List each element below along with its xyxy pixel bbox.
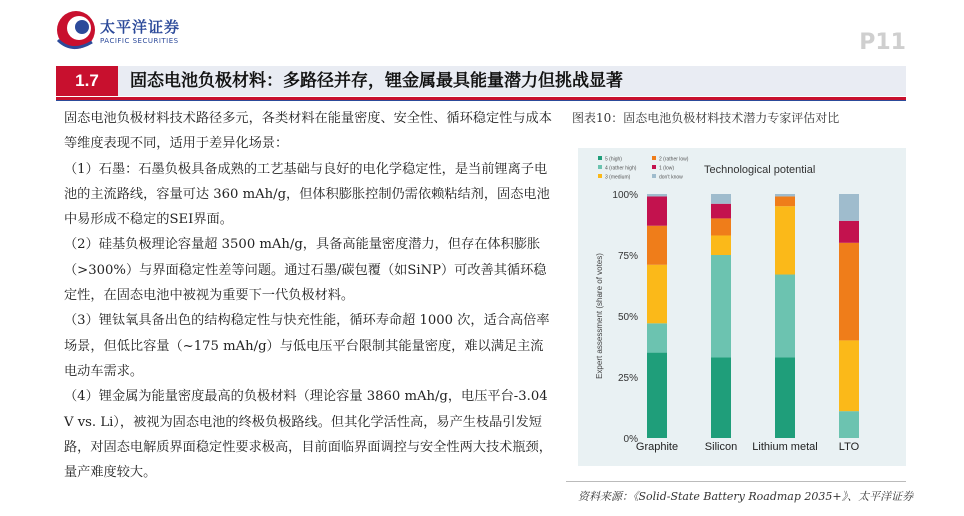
bar-segment	[647, 265, 667, 324]
bar-segment	[647, 353, 667, 438]
bar-segment	[647, 323, 667, 352]
y-tick-label: 75%	[617, 251, 638, 262]
legend-label: 3 (medium)	[605, 174, 631, 181]
section-number: 1.7	[56, 66, 118, 96]
bar-segment	[775, 206, 795, 274]
brand-name-en: PACIFIC SECURITIES	[100, 37, 179, 45]
paragraph-silicon: （2）硅基负极理论容量超 3500 mAh/g，具备高能量密度潜力，但存在体积膨胀（>300%）与界面稳定性差等问题。通过石墨/碳包覆（如SiNP）可改善其循环稳定性，在固态电池中被视为重要下一代负极材料。	[64, 237, 547, 304]
x-tick-label: Silicon	[704, 441, 738, 453]
bar-segment	[647, 196, 667, 225]
bar-segment	[839, 221, 859, 243]
section-title: 固态电池负极材料：多路径并存，锂金属最具能量潜力但挑战显著	[130, 71, 623, 91]
bar-segment	[711, 204, 731, 219]
legend-swatch	[652, 156, 656, 160]
legend-label: 4 (rather high)	[605, 165, 637, 172]
y-tick-label: 100%	[612, 190, 638, 201]
bar-segment	[839, 194, 859, 221]
paragraph-intro: 固态电池负极材料技术路径多元，各类材料在能量密度、安全性、循环稳定性与成本等维度表现不同，适用于差异化场景：	[64, 111, 552, 152]
bar-segment	[711, 255, 731, 357]
bar-segment	[711, 194, 731, 204]
y-axis-label: Expert assessment (share of votes)	[595, 253, 604, 379]
legend-label: don't know	[659, 174, 683, 181]
legend-label: 5 (high)	[605, 156, 622, 163]
x-tick-label: Lithium metal	[752, 441, 818, 453]
x-tick-label: LTO	[838, 441, 860, 453]
bar-segment	[711, 357, 731, 438]
paragraph-graphite: （1）石墨：石墨负极具备成熟的工艺基础与良好的电化学稳定性，是当前锂离子电池的主流路线，容量可达 360 mAh/g，但体积膨胀控制仍需依赖粘结剂，固态电池中易形成不稳定的SEI界面。	[64, 161, 550, 228]
y-tick-label: 50%	[617, 312, 638, 323]
legend-swatch	[598, 156, 602, 160]
bar-segment	[711, 218, 731, 235]
x-tick-label: Graphite	[635, 441, 679, 453]
legend-swatch	[652, 174, 656, 178]
stacked-bar-chart	[578, 148, 906, 466]
bar-segment	[775, 196, 795, 206]
bar-segment	[711, 235, 731, 255]
bar-segment	[775, 357, 795, 438]
figure-caption: 图表10：固态电池负极材料技术潜力专家评估对比	[572, 111, 840, 125]
paragraph-lto: （3）锂钛氧具备出色的结构稳定性与快充性能，循环寿命超 1000 次，适合高倍率场景，但低比容量（~175 mAh/g）与低电压平台限制其能量密度，难以满足主流电动车需求。	[64, 313, 550, 379]
bar-segment	[839, 340, 859, 411]
figure-source: 资料来源：《Solid-State Battery Roadmap 2035+》、太平洋证券	[578, 490, 914, 503]
brand-name-cn: 太平洋证券	[100, 18, 181, 36]
bar-segment	[839, 243, 859, 341]
source-divider	[566, 481, 906, 482]
bar-segment	[775, 194, 795, 196]
bar-segment	[839, 411, 859, 438]
body-text	[64, 106, 554, 485]
y-tick-label: 25%	[617, 373, 638, 384]
legend-label: 2 (rather low)	[659, 156, 689, 163]
chart-title: Technological potential	[704, 164, 816, 176]
legend-swatch	[598, 174, 602, 178]
legend-swatch	[598, 165, 602, 169]
legend-swatch	[652, 165, 656, 169]
legend-label: 1 (low)	[659, 165, 675, 172]
paragraph-lithium-metal: （4）锂金属为能量密度最高的负极材料（理论容量 3860 mAh/g，电压平台-3.04 V vs. Li），被视为固态电池的终极负极路线。但其化学活性高，易产生枝晶引发短路，对固态电解质界面稳定性要求极高，目前面临界面调控与安全性两大技术瓶颈，量产难度较大。	[64, 389, 552, 481]
page-number: P11	[859, 30, 906, 55]
bar-segment	[647, 226, 667, 265]
y-tick-label: 0%	[623, 434, 638, 445]
bar-segment	[775, 275, 795, 358]
bar-segment	[647, 194, 667, 196]
title-underline-blue	[56, 100, 906, 101]
